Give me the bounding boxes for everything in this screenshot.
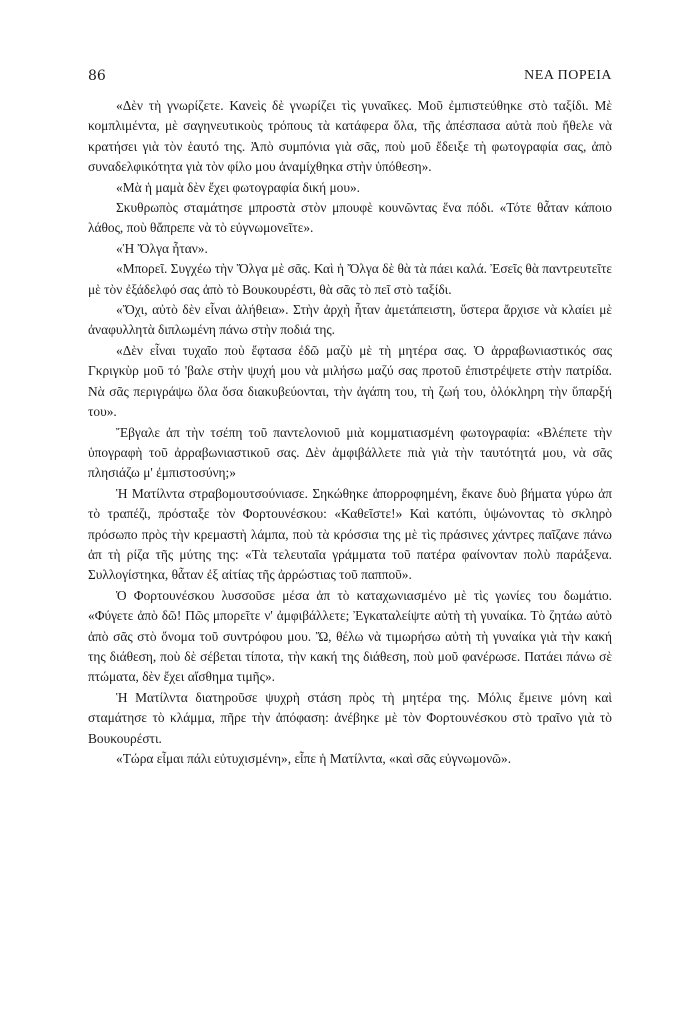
paragraph: «Ἡ Ὄλγα ἦταν». [116, 240, 208, 256]
paragraph: «Τώρα εἶμαι πάλι εὐτυχισμένη», εἶπε ἡ Ματίλντα, «καὶ σᾶς εὐγνωμονῶ». [116, 751, 512, 766]
page-number: 86 [88, 68, 106, 84]
paragraph: «Δὲν τὴ γνωρίζετε. Κανεὶς δὲ γνωρίζει τὶς γυναῖκες. Μοῦ ἐμπιστεύθηκε στὸ ταξίδι. Μὲ κομπλιμέντα, μὲ σαγηνευτικοὺς τρόπους τὰ κατάφερα ὅλα, τῆς ἀπέσπασα αὐτὰ ποὺ ἤθελε νὰ κρατήσει γιὰ τὸν ἑαυτό της. Ἀπὸ συμπόνια γιὰ σᾶς, ποὺ μοῦ ἔδειξε τὴ φωτογραφία σας, ἀπὸ συναδελφικότητα γιὰ τὸν φίλο μου ἀναμίχθηκα στὴν ὑπόθεση». [88, 98, 612, 175]
paragraph: Ἔβγαλε ἀπ τὴν τσέπη τοῦ παντελονιοῦ μιὰ κομματιασμένη φωτογραφία: «Βλέπετε τὴν ὑπογραφὴ τοῦ ἀρραβωνιαστικοῦ σας. Δὲν ἀμφιβάλλετε πιὰ γιὰ τὴν ταυτότητά μου, νὰ σᾶς πλησιάζω μ' ἐμπιστοσύνη;» [88, 424, 612, 481]
paragraph: «Μπορεῖ. Συγχέω τὴν Ὄλγα μὲ σᾶς. Καὶ ἡ Ὄλγα δὲ θὰ τὰ πάει καλά. Ἐσεῖς θὰ παντρευτεῖτε μὲ τὸν ἐξάδελφό σας ἀπὸ τὸ Βουκουρέστι, θὰ σᾶς τὸ πεῖ στὸ ταξίδι. [88, 261, 612, 297]
page-header [88, 68, 612, 90]
paragraph: Σκυθρωπὸς σταμάτησε μπροστὰ στὸν μπουφὲ κουνῶντας ἕνα πόδι. «Τότε θἆταν κάποιο λάθος, ποὺ θἄπρεπε νὰ τὸ εὐγνωμονεῖτε». [88, 200, 612, 236]
paragraph: Ὁ Φορτουνέσκου λυσσοῦσε μέσα ἀπ τὸ καταχωνιασμένο μὲ τὶς γωνίες του δωμάτιο. «Φύγετε ἀπὸ δῶ! Πῶς μπορεῖτε ν' ἀμφιβάλλετε; Ἐγκαταλείψτε αὐτὴ τὴ γυναίκα. Τὸ ζητάω αὐτὸ ἀπὸ σᾶς στὸ ὄνομα τοῦ συντρόφου μου. Ὤ, θέλω νὰ τιμωρήσω αὐτὴ τὴ γυναίκα γιὰ τὴν κακή της διάθεση, ποὺ δὲ σέβεται τίποτα, τὴν κακή της διάθεση, ποὺ μοῦ φανέρωσε. Πατάει πάνω σὲ πτώματα, δὲν ἔχει αἴσθημα τιμῆς». [88, 587, 612, 685]
paragraph: Ἡ Ματίλντα στραβομουτσούνιασε. Σηκώθηκε ἀπορροφημένη, ἔκανε δυὸ βήματα γύρω ἀπ τὸ τραπέζι, πρόσταξε τὸν Φορτουνέσκου: «Καθεῖστε!» Καὶ κατόπι, ὑψώνοντας τὸ σκληρὸ πρόσωπο πρὸς τὴν κρεμαστὴ λάμπα, ποὺ τὰ κρόσσια της μὲ τὶς πράσινες χάντρες παῖζανε πάνω ἀπ τὴ ρίζα τῆς μύτης της: «Τὰ τελευταῖα γράμματα τοῦ πατέρα φαίνονταν πολὺ παράξενα. Συλλογίστηκα, θἆταν ἐξ αἰτίας τῆς ἀρρώστιας τοῦ παπποῦ». [88, 485, 612, 583]
paragraph: Ἡ Ματίλντα διατηροῦσε ψυχρὴ στάση πρὸς τὴ μητέρα της. Μόλις ἔμεινε μόνη καὶ σταμάτησε τὸ κλάμμα, πῆρε τὴν ἀπόφαση: ἀνέβηκε μὲ τὸν Φορτουνέσκου στὸ τραῖνο γιὰ τὸ Βουκουρέστι. [88, 689, 612, 746]
running-title: ΝΕΑ ΠΟΡΕΙΑ [524, 68, 612, 83]
paragraph: «Μὰ ἡ μαμὰ δὲν ἔχει φωτογραφία δική μου». [116, 179, 361, 195]
paragraph: «Δὲν εἶναι τυχαῖο ποὺ ἔφτασα ἐδῶ μαζὺ μὲ τὴ μητέρα σας. Ὁ ἀρραβωνιαστικός σας Γκριγκὺρ μοῦ τό 'βαλε στὴν ψυχή μου νὰ μιλήσω μαζύ σας προτοῦ ἐπιστρέψετε στὴν πατρίδα. Νὰ σᾶς περιγράψω ὅλα ὅσα διακυβεύονται, τὴν ἀγάπη του, τὴ ζωή του, ὁλόκληρη τὴν ὕπαρξή του». [88, 342, 612, 420]
body-text [88, 96, 612, 769]
paragraph: «Ὄχι, αὐτὸ δὲν εἶναι ἀλήθεια». Στὴν ἀρχὴ ἦταν ἀμετάπειστη, ὕστερα ἄρχισε νὰ κλαίει μὲ ἀναφυλλητὰ διπλωμένη πάνω στὴν ποδιά της. [88, 302, 612, 338]
